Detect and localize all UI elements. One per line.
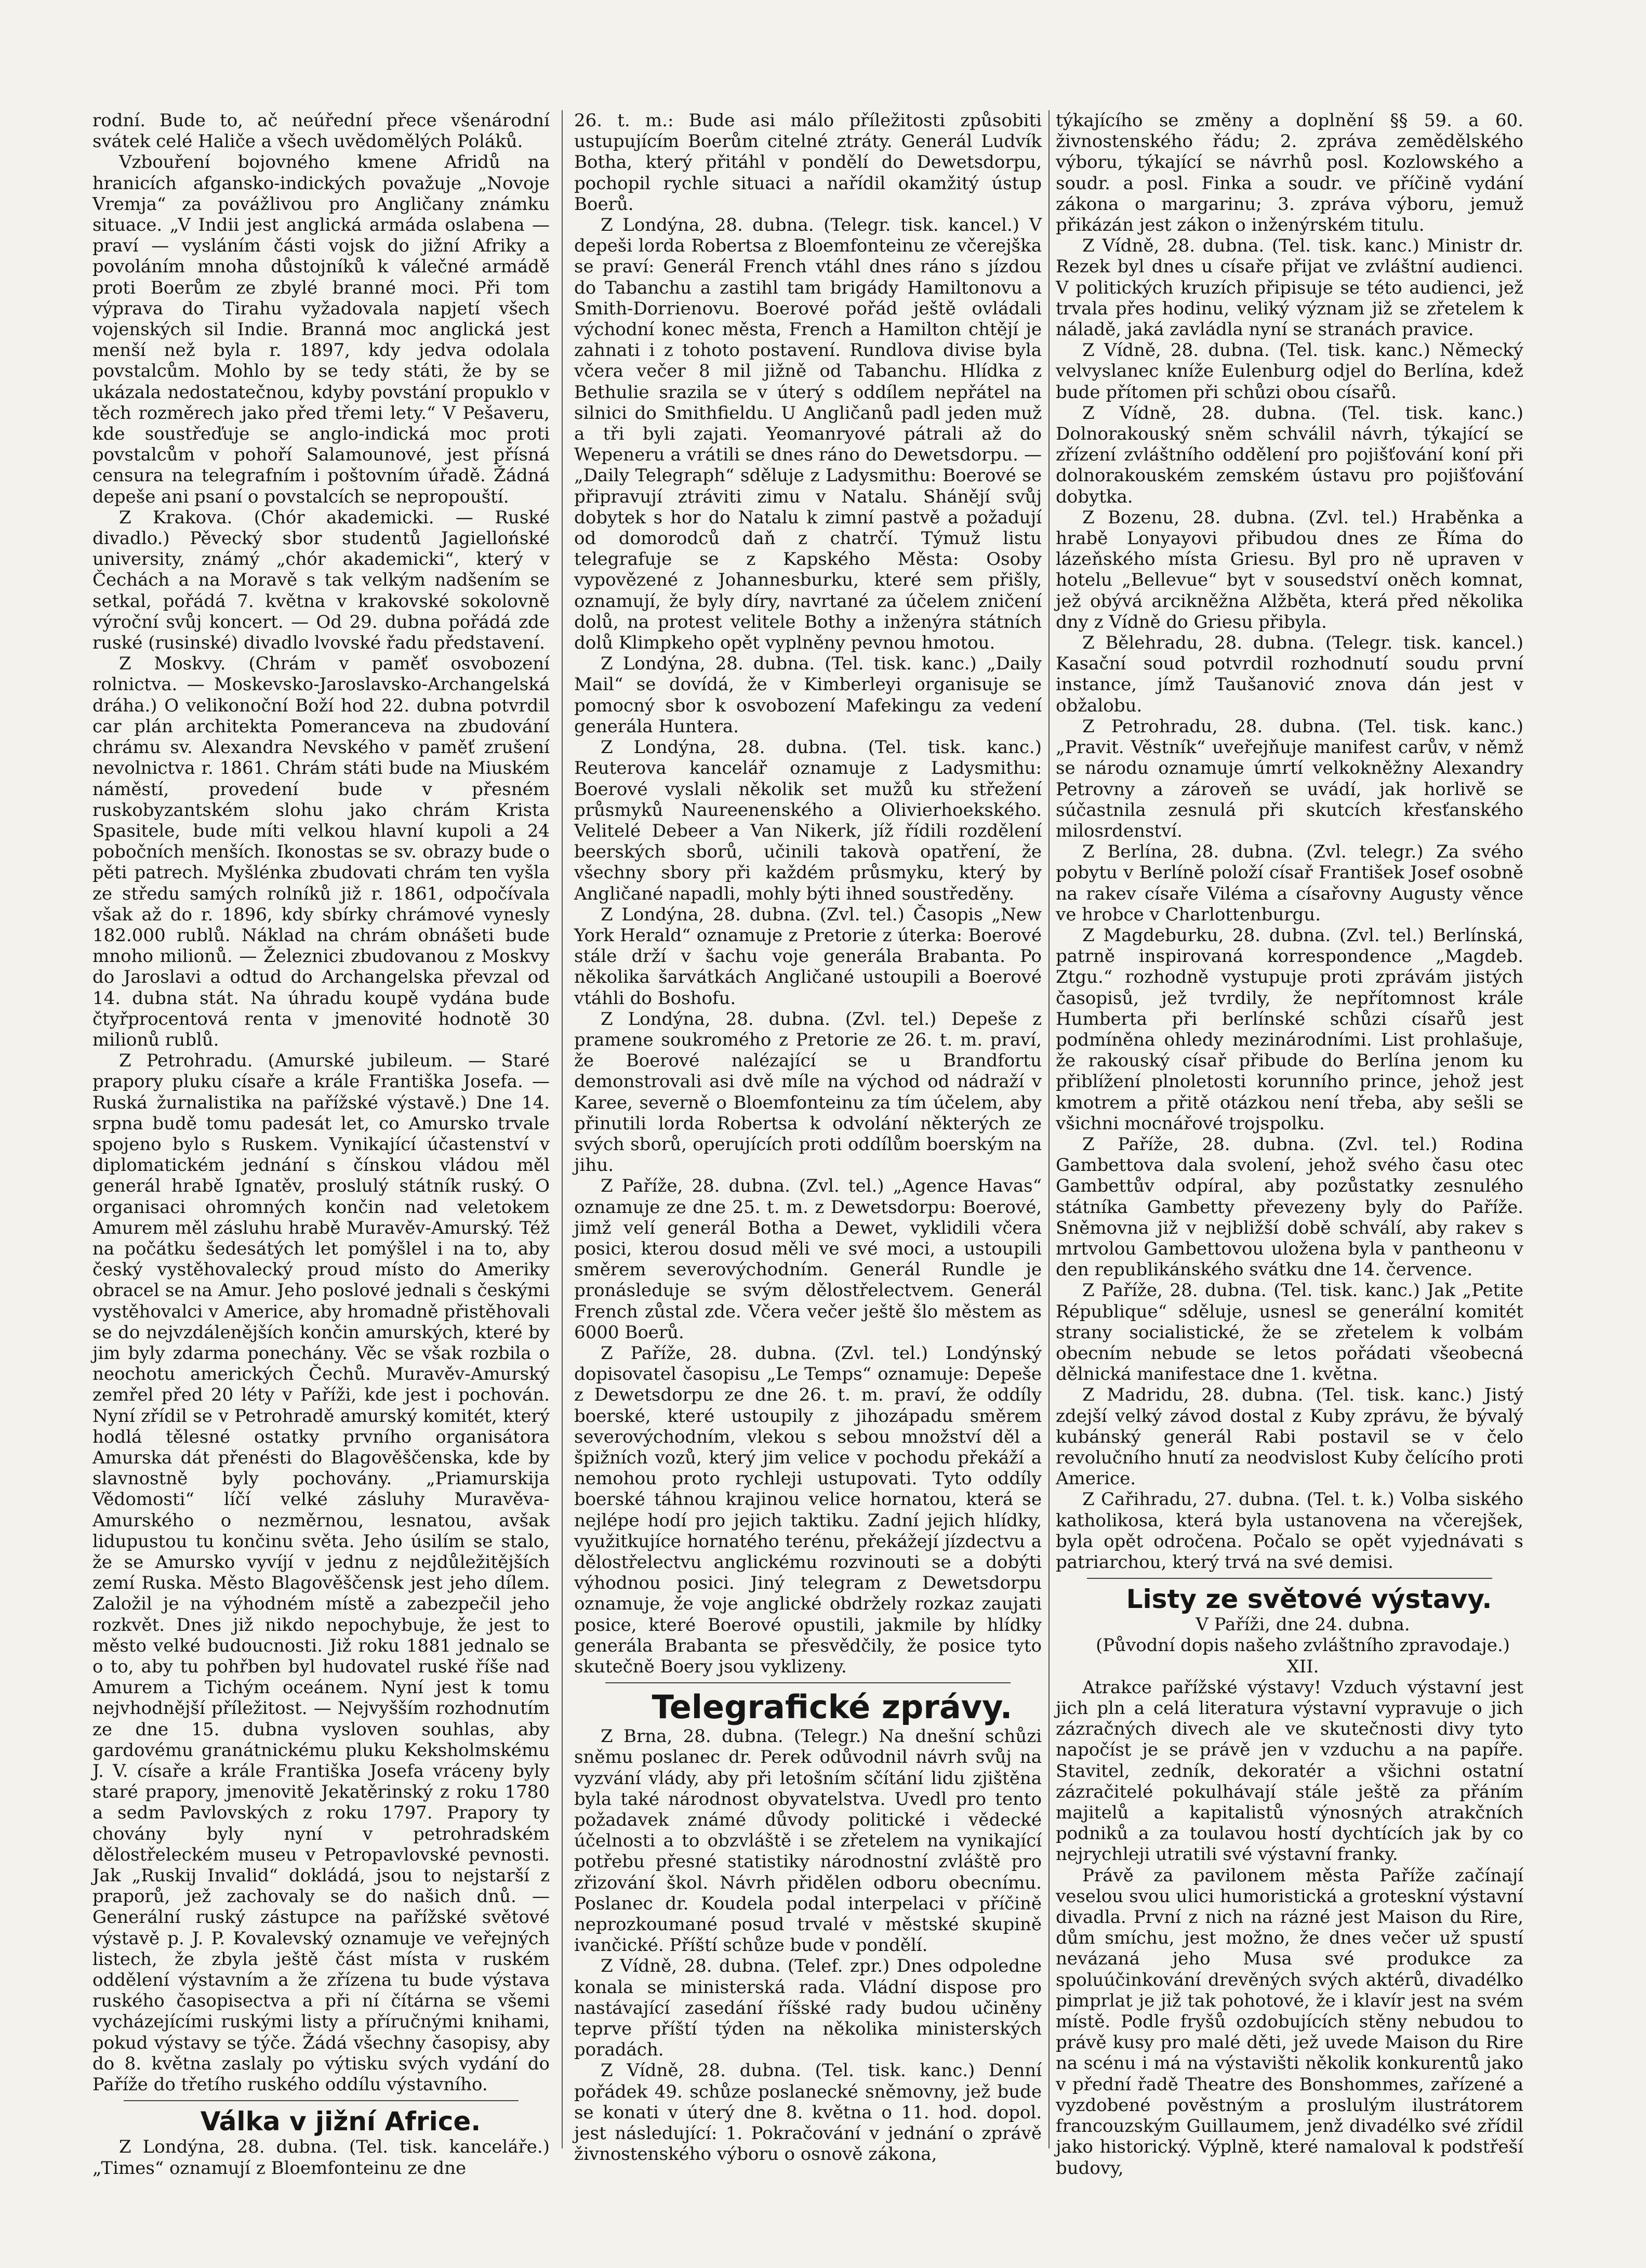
- paragraph: Z Vídně, 28. dubna. (Tel. tisk. kanc.) Denní pořádek 49. schůze poslanecké sněmovny, jež bude se konati v úterý dne 8. května o 11. hod. dopol. jest následující: 1. Pokračování v jednání o zprávě živnostenského výboru o osnově zákona,: [574, 2060, 1042, 2165]
- paragraph: Atrakce pařížské výstavy! Vzduch výstavní jest jich pln a celá literatura výstavní vypravuje o jich zázračných divech ale ve skutečnosti divy tyto napočíst je se právě jen v vzduchu a na papíře. Stavitel, zedník, dekoratér a všichni ostatní zázračitelé pokulhávají stále ještě za přáním majitelů a kapitalistů výnosných atrakčních podniků a za toulavou hostí dychtících jak by co nejrychleji utratili své výstavní franky.: [1056, 1677, 1523, 1865]
- column-2: [574, 110, 1042, 2165]
- paragraph: Z Petrohradu. (Amurské jubileum. — Staré prapory pluku císaře a krále Františka Josefa. — Ruská žurnalistika na pařížské výstavě.) Dne 14. srpna budě tomu padesát let, co Amursko trvale spojeno bylo s Ruskem. Vynikající účastenství v diplomatickém jednání s čínskou vládou měl generál hrabě Ignatěv, proslulý státník ruský. O organisaci ohromných končin nad veletokem Amurem měl zásluhu hrabě Muravěv-Amurský. Též na počátku šedesátých let pomýšlel i na to, aby český vystěhovalecký proud místo do Ameriky obracel se na Amur. Jeho poslové jednali s českými vystěhovalci v Americe, aby hromadně přistěhovali se do nejvzdálenějších končin amurských, které by jim byly zdarma ponechány. Věc se však rozbila o neochotu amerických Čechů. Muravěv-Amurský zemřel před 20 léty v Paříži, kde jest i pochován. Nyní zřídil se v Petrohradě amurský komitét, který hodlá tělesné ostatky prvního organisátora Amurska dát přenésti do Blagověščenska, kde by slavnostně byly pochovány. „Priamurskija Vědomosti“ líčí velké zásluhy Muravěva-Amurského o nezměrnou, lesnatou, avšak lidupustou tu končinu světa. Jeho úsilím se stalo, že se Amursko vyvíjí v jednu z nejdůležitějších zemí Ruska. Město Blagověščensk jest jeho dílem. Založil je na výhodném místě a zabezpečil jeho rozkvět. Dnes již nikdo nepochybuje, že jest to město velké budoucnosti. Již roku 1881 jednalo se o to, aby tu pohřben byl hudovatel ruské říše nad Amurem a Tichým oceánem. Nyní jest k tomu nejvhodnější příležitost. — Nejvyšším rozhodnutím ze dne 15. dubna vysloven souhlas, aby gardovému granátnickému pluku Keksholmskému J. V. císaře a krále Františka Josefa vráceny byly staré prapory, jmenovitě Jekatěrinský z roku 1780 a sedm Pavlovských z roku 1797. Prapory ty chovány byly nyní v petrohradském dělostřeleckém museu v Petropavlovské pevnosti. Jak „Ruskij Invalid“ dokládá, jsou to nejstarší z praporů, jež zachovaly se do našich dnů. — Generální ruský zástupce na pařížské světové výstavě p. J. P. Kovalevský oznamuje ve veřejných listech, že zbyla ještě část místa v ruském oddělení výstavním a že zřízena tu bude výstava ruského časopisectva a při ní čítárna se všemi vycházejícími ruskými listy a příručnými knihami, pokud výstavy se týče. Žádá všechny časopisy, aby do 8. května zaslaly po výtisku svých vydání do Paříže do třetího ruského oddílu výstavního.: [92, 1050, 550, 2095]
- paragraph: Z Paříže, 28. dubna. (Zvl. tel.) Londýnský dopisovatel časopisu „Le Temps“ oznamuje: Depeše z Dewetsdorpu ze dne 26. t. m. praví, že oddíly boerské, které ustoupily z jihozápadu směrem severovýchodním, vlekou s sebou množství děl a špižních vozů, který jim velice v pochodu překáží a nemohou proto rychleji ustupovati. Tyto oddíly boerské táhnou krajinou velice hornatou, která se nejlépe hodí pro jejich taktiku. Zadní jejich hlídky, využitkujíce hornatého terénu, překážejí jízdectvu a dělostřelectvu anglickému rozvinouti se a dobýti výhodnou posici. Jiný telegram z Dewetsdorpu oznamuje, že voje anglické obdržely rozkaz zaujati posice, které Boerové opustili, jakmile by hlídky generála Brabanta se přesvědčily, že posice tyto skutečně Boery jsou vyklizeny.: [574, 1342, 1042, 1678]
- paragraph: Z Petrohradu, 28. dubna. (Tel. tisk. kanc.) „Pravit. Věstník“ uveřejňuje manifest carův, v němž se národu oznamuje úmrtí velkokněžny Alexandry Petrovny a zároveň se uvádí, jak horlivě se súčastnila zesnulá při skutcích křesťanského milosrdenství.: [1056, 716, 1523, 841]
- paragraph: Z Berlína, 28. dubna. (Zvl. telegr.) Za svého pobytu v Berlíně položí císař František Josef osobně na rakev císaře Viléma a císařovny Augusty věnce ve hrobce v Charlottenburgu.: [1056, 841, 1523, 925]
- section-rule: [1087, 1578, 1492, 1579]
- paragraph: Z Londýna, 28. dubna. (Telegr. tisk. kancel.) V depeši lorda Robertsa z Bloemfonteinu ze včerejška se praví: Generál French vtáhl dnes ráno s jízdou do Tabanchu a zastihl tam brigády Hamiltonovu a Smith-Dorrienovu. Boerové pořád ještě ovládali východní konec města, French a Hamilton chtějí je zahnati i z tohoto postavení. Rundlova divise byla včera večer 8 mil jižně od Tabanchu. Hlídka z Bethulie srazila se v úterý s oddílem nepřátel na silnici do Smithfieldu. U Angličanů padl jeden muž a tři byli zajati. Yeomanryové pátrali až do Wepeneru a vrátili se dnes ráno do Dewetsdorpu. — „Daily Telegraph“ sděluje z Ladysmithu: Boerové se připravují ztráviti zimu v Natalu. Shánějí svůj dobytek s hor do Natalu k zimní pastvě a požadují od domorodců daň z chatrčí. Týmuž listu telegrafuje se z Kapského Města: Osoby vypovězené z Johannesburku, které sem přišly, oznamují, že byly díry, navrtané za účelem zničení dolů, na protest velitele Bothy a inženýra státních dolů Klimpkeho opět vyplněny pevnou hmotou.: [574, 215, 1042, 654]
- column-divider: [1048, 110, 1050, 2148]
- column-3: [1056, 110, 1523, 2179]
- paragraph: Z Paříže, 28. dubna. (Zvl. tel.) „Agence Havas“ oznamuje ze dne 25. t. m. z Dewetsdorpu: Boerové, jimž velí generál Botha a Dewet, vyklidili včera posici, kterou dosud měli ve své moci, a ustoupili směrem severovýchodním. Generál Rundle je pronásleduje se svým dělostřelectvem. Generál French zůstal zde. Včera večer ještě šlo městem as 6000 Boerů.: [574, 1176, 1042, 1343]
- part-number: XII.: [1286, 1656, 1319, 1677]
- paragraph: Z Paříže, 28. dubna. (Tel. tisk. kanc.) Jak „Petite République“ sděluje, usnesl se generální komitét strany socialistické, že se zřetelem k volbám obecním nebude se letos pořádati všeobecná dělnická manifestace dne 1. května.: [1056, 1280, 1523, 1385]
- paragraph: Vzbouření bojovného kmene Afridů na hranicích afgansko-indických považuje „Novoje Vremja“ za povážlivou pro Angličany známku situace. „V Indii jest anglická armáda oslabena — praví — vysláním části vojsk do jižní Afriky a povoláním mnoha důstojníků k válečné armádě proti Boerům ze zbylé branné moci. Při tom výprava do Tirahu vyžadovala napjetí všech vojenských sil Indie. Branná moc anglická jest menší než byla r. 1897, kdy jedva odolala povstalcům. Mohlo by se tedy státi, že by se ukázala nedostatečnou, kdyby povstání propuklo v těch rozměrech jako před třemi lety.“ V Pešaveru, kde soustřeďuje se anglo-indická moc proti povstalcům v pohoří Salamounové, jest přísná censura na telegrafním i poštovním úřadě. Žádná depeše ani psaní o povstalcích se nepropouští.: [92, 152, 550, 507]
- paragraph: rodní. Bude to, ač neúřední přece všenárodní svátek celé Haliče a všech uvědomělých Poláků.: [92, 110, 550, 152]
- column-divider: [562, 110, 563, 2148]
- paragraph: Z Moskvy. (Chrám v paměť osvobození rolnictva. — Moskevsko-Jaroslavsko-Archangelská dráha.) O velikonoční Boží hod 22. dubna potvrdil car plán architekta Pomeranceva na zbudování chrámu sv. Alexandra Nevského v paměť zrušení nevolnictva r. 1861. Chrám státi bude na Miuském náměstí, provedení bude v přesném ruskobyzantském slohu jako chrám Krista Spasitele, bude míti velkou hlavní kupoli a 24 pobočních menších. Ikonostas se sv. obrazy bude o pěti patrech. Myšlénka zbudovati chrám ten vyšla ze středu samých rolníků již r. 1861, odpočívala však až do r. 1896, kdy sbírky chrámové vynesly 182.000 rublů. Náklad na chrám obnášeti bude mnoho milionů. — Železnici zbudovanou z Moskvy do Jaroslavi a odtud do Archangelska převzal od 14. dubna stát. Na úhradu koupě vydána bude čtyřprocentová renta v jmenovité hodnotě 30 milionů rublů.: [92, 653, 550, 1050]
- section-heading: Telegrafické zprávy.: [652, 1688, 1013, 1726]
- paragraph: Z Londýna, 28. dubna. (Tel. tisk. kanc.) Reuterova kancelář oznamuje z Ladysmithu: Boerové vyslali několik set mužů ku střežení průsmyků Naureenenského a Olivierhoekského. Velitelé Debeer a Van Nikerk, jíž řídili rozdělení beerských sborů, učinili takovà opatření, že všechny sbory při každém průsmyku, který by Angličané napadli, mohly býti ihned soustředěny.: [574, 737, 1042, 904]
- section-heading: Válka v jižní Africe.: [200, 2106, 481, 2137]
- paragraph: Právě za pavilonem města Paříže začínají veselou svou ulici humoristická a groteskní výstavní divadla. První z nich na rázné jest Maison du Rire, dům smíchu, jest možno, že dnes večer už spustí nevázaná jeho Musa své produkce za spoluúčinkování drevěných svých aktérů, divadélko pimprlat je již tak pohotové, že i klavír jest na svém místě. Podle fryšů ozdobujících stěny nebudou to právě kusy pro malé děti, jež uvede Maison du Rire na scénu i má na výstavišti několik konkurentů jako v přední řadě Theatre des Bonshommes, zařízené a vyzdobené pověstným a proslulým ilustrátorem francouzským Guillaumem, jenž divadélko své zřídil jako historický. Výplně, které namaloval k podstřeší budovy,: [1056, 1865, 1523, 2179]
- column-1: [92, 110, 550, 2179]
- section-heading: Listy ze světové výstavy.: [1126, 1584, 1492, 1615]
- paragraph: Z Londýna, 28. dubna. (Tel. tisk. kanc.) „Daily Mail“ se dovídá, že v Kimberleyi organisuje se pomocný sbor k osvobození Mafekingu za vedení generála Huntera.: [574, 653, 1042, 737]
- paragraph: Z Londýna, 28. dubna. (Tel. tisk. kanceláře.) „Times“ oznamují z Bloemfonteinu ze dne: [92, 2137, 550, 2179]
- paragraph: Z Brna, 28. dubna. (Telegr.) Na dnešní schůzi sněmu poslanec dr. Perek odůvodnil návrh svůj na vyzvání vlády, aby při letošním sčítání lidu zjištěna byla také národnost obyvatelstva. Uvedl pro tento požadavek známé důvody politické i vědecké účelnosti a to obzvláště i se zřetelem na vynikající potřebu přesné statistiky národnostní zvláště pro zřizování škol. Návrh přidělen odboru obecnímu. Poslanec dr. Koudela podal interpelaci v příčině neprozkoumané posud trvalé v městské skupině ivančické. Příští schůze bude v pondělí.: [574, 1726, 1042, 1956]
- paragraph: Z Bozenu, 28. dubna. (Zvl. tel.) Hraběnka a hrabě Lonyayovi přibudou dnes ze Říma do lázeňského místa Griesu. Byl pro ně upraven v hotelu „Bellevue“ byt v sousedství oněch komnat, jež obývá arcikněžna Alžběta, která před několika dny z Vídně do Griesu přibyla.: [1056, 507, 1523, 632]
- paragraph: Z Cařihradu, 27. dubna. (Tel. t. k.) Volba siského katholikosa, která byla ustanovena na včerejšek, byla opět odročena. Počalo se opět vyjednávati s patriarchou, který trvá na své demisi.: [1056, 1489, 1523, 1573]
- paragraph: týkajícího se změny a doplnění §§ 59. a 60. živnostenského řádu; 2. zpráva zemědělského výboru, týkající se návrhů posl. Kozlowského a soudr. a posl. Finka a soudr. ve příčině vydání zákona o margarinu; 3. zpráva výboru, jemuž přikázán jest zákon o inženýrském titulu.: [1056, 110, 1523, 236]
- paragraph: Z Vídně, 28. dubna. (Tel. tisk. kanc.) Ministr dr. Rezek byl dnes u císaře přijat ve zvláštní audienci. V politických kruzích připisuje se této audienci, jež trvala přes hodinu, veliký význam již se zřetelem k náladě, jaká zavládla nyní se stranách pravice.: [1056, 235, 1523, 340]
- paragraph: Z Vídně, 28. dubna. (Tel. tisk. kanc.) Německý velvyslanec kníže Eulenburg odjel do Berlína, kdež bude přítomen při schůzi obou císařů.: [1056, 340, 1523, 403]
- paragraph: Z Magdeburku, 28. dubna. (Zvl. tel.) Berlínská, patrně inspirovaná korrespondence „Magdeb. Ztgu.“ rozhodně vystupuje proti zprávám jistých časopisů, jež tvrdily, že nepřítomnost krále Humberta při berlínské schůzi císařů jest podmíněna ohledy mezinárodními. List prohlašuje, že rakouský císař přibude do Berlína jenom ku přiblížení plnoletosti korunního prince, jehož jest kmotrem a přitě otázkou není třeba, aby sešli se všichni mocnářové trojspolku.: [1056, 925, 1523, 1134]
- paragraph: Z Londýna, 28. dubna. (Zvl. tel.) Depeše z pramene soukromého z Pretorie ze 26. t. m. praví, že Boerové nalézající se u Brandfortu demonstrovali asi dvě míle na východ od nádraží v Karee, severně o Bloemfonteinu za tím účelem, aby přinutili lorda Robertsa k odvolání některých ze svých sborů, operujících proti oddílům boerským na jihu.: [574, 1008, 1042, 1176]
- paragraph: 26. t. m.: Bude asi málo příležitosti způsobiti ustupujícím Boerům citelné ztráty. Generál Ludvík Botha, který přitáhl v pondělí do Dewetsdorpu, pochopil rychle situaci a nařídil okamžitý ústup Boerů.: [574, 110, 1042, 215]
- dateline: V Paříži, dne 24. dubna.: [1196, 1614, 1410, 1636]
- byline: (Původní dopis našeho zvláštního zpravodaje.): [1095, 1635, 1510, 1656]
- paragraph: Z Bělehradu, 28. dubna. (Telegr. tisk. kancel.) Kasační soud potvrdil rozhodnutí soudu první instance, jímž Taušanović znova dán jest v obžalobu.: [1056, 632, 1523, 716]
- paragraph: Z Krakova. (Chór akademicki. — Ruské divadlo.) Pěvecký sbor studentů Jagiellońské university, známý „chór akademicki“, který v Čechách a na Moravě s tak velkým nadšením se setkal, pořádá 7. května v krakovské sokolovně výroční svůj koncert. — Od 29. dubna pořádá zde ruské (rusinské) divadlo lvovské řadu představení.: [92, 507, 550, 654]
- paragraph: Z Madridu, 28. dubna. (Tel. tisk. kanc.) Jistý zdejší velký závod dostal z Kuby zprávu, že bývalý kubánský generál Rabi postavil se v čelo revolučního hnutí za neodvislost Kuby čelícího proti Americe.: [1056, 1384, 1523, 1489]
- paragraph: Z Vídně, 28. dubna. (Telef. zpr.) Dnes odpoledne konala se ministerská rada. Vládní dispose pro nastávající zasedání říšské rady budou učiněny teprve příští týden na několika ministerských poradách.: [574, 1956, 1042, 2061]
- paragraph: Z Londýna, 28. dubna. (Zvl. tel.) Časopis „New York Herald“ oznamuje z Pretorie z úterka: Boerové stále drží v šachu voje generála Brabanta. Po několika šarvátkách Angličané ustoupili a Boerové vtáhli do Boshofu.: [574, 904, 1042, 1009]
- paragraph: Z Vídně, 28. dubna. (Tel. tisk. kanc.) Dolnorakouský sněm schválil návrh, týkající se zřízení zvláštního oddělení pro pojišťování koní při dolnorakouském zemském ústavu pro pojišťování dobytka.: [1056, 402, 1523, 507]
- section-rule: [124, 2100, 519, 2101]
- section-rule: [605, 1682, 1011, 1683]
- paragraph: Z Paříže, 28. dubna. (Zvl. tel.) Rodina Gambettova dala svolení, jehož svého času otec Gambettův odpíral, aby pozůstatky zesnulého státníka Gambetty převezeny byly do Paříže. Sněmovna již v nejbližší době schválí, aby rakev s mrtvolou Gambettovou uložena byla v pantheonu v den republikánského svátku dne 14. července.: [1056, 1133, 1523, 1281]
